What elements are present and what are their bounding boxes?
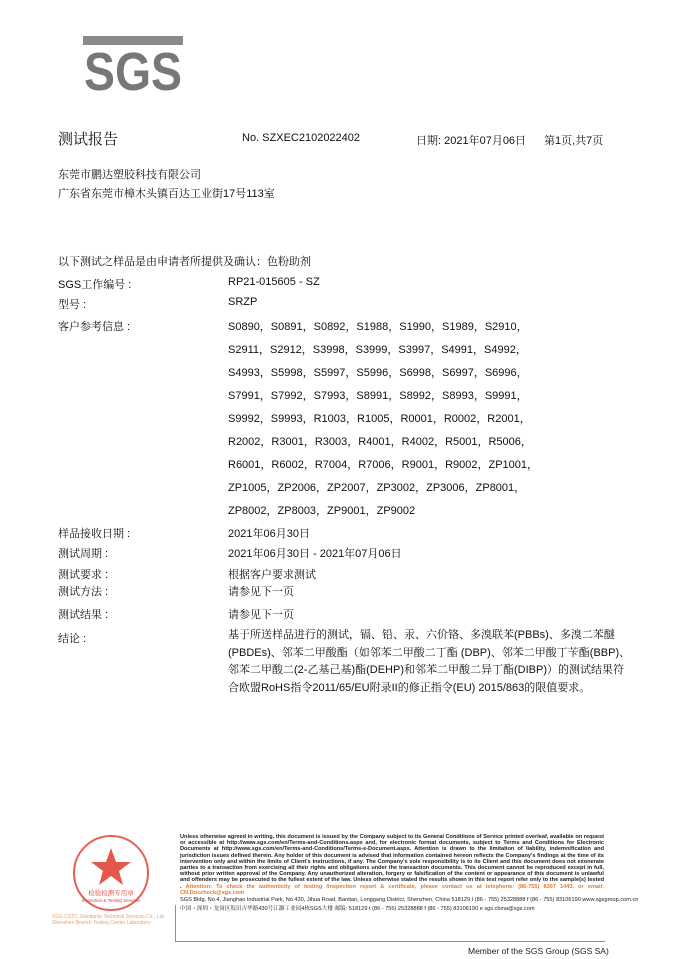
client-address: 广东省东莞市樟木头镇百达工业街17号113室 (58, 188, 275, 200)
field-label: 样品接收日期 : (58, 528, 131, 540)
report-title: 测试报告 (58, 131, 119, 148)
footer-divider (175, 905, 176, 941)
field-label: 测试方法 : (58, 586, 109, 598)
customer-ref-line: S0890，S0891，S0892，S1988，S1990，S1989，S2910， (228, 321, 528, 333)
field-label: 客户参考信息 : (58, 321, 131, 333)
client-name: 东莞市鹏达塑胶科技有限公司 (58, 169, 201, 181)
seal-branch-en: Shenzhen Branch Testing Center Laboratory (52, 920, 151, 926)
company-seal (55, 834, 167, 912)
conclusion-text: 基于所送样品进行的测试，镉、铅、汞、六价铬、多溴联苯(PBBs)、多溴二苯醚(PBDEs)、邻苯二甲酸酯（如邻苯二甲酸二丁酯 (DBP)、邻苯二甲酸丁苄酯(BBP)、邻苯二甲酸二(2-乙基己基)酯(DEHP)和邻苯二甲酸二异丁酯(DIBP)）的测试结果符合欧盟RoHS指令2011/65/EU附录II的修正指令(EU) 2015/863的限值要求。 (228, 629, 631, 694)
svg-text:检验检测专用章: 检验检测专用章 (88, 889, 134, 897)
sgs-logo (83, 36, 183, 102)
report-date: 日期: 2021年07月06日 (416, 135, 527, 147)
field-label: 测试周期 : (58, 548, 109, 560)
sample-received-date: 2021年06月30日 (228, 528, 310, 540)
field-label: 结论 : (58, 633, 87, 645)
test-requirement: 根据客户要求测试 (228, 569, 316, 581)
field-label: 测试结果 : (58, 609, 109, 621)
customer-ref-line: R2002，R3001，R3003，R4001，R4002，R5001，R5006， (228, 436, 532, 448)
intro-text: 以下测试之样品是由申请者所提供及确认：色粉助剂 (58, 256, 311, 268)
sgs-job-number: RP21-015605 - SZ (228, 276, 320, 288)
customer-ref-line: S2911，S2912，S3998，S3999，S3997，S4991，S4992， (228, 344, 527, 356)
test-method: 请参见下一页 (228, 586, 294, 598)
legal-disclaimer (180, 834, 604, 896)
footer-divider (175, 941, 605, 942)
address-en: SGS Bldg, No.4, Jianghao Industrial Park, No.430, Jihua Road, Bantian, Longgang District, Shenzhen, China 518129 t (86 - 755) 25328888 f (86 - 755) 83106190 www.sgsgroup.com.cn (180, 897, 639, 904)
seal-captions (52, 914, 170, 926)
field-label: 型号 : (58, 299, 87, 311)
field-label: 测试要求 : (58, 569, 109, 581)
authenticity-notice: Attention: To check the authenticity of testing /inspection report & certificate, please contact us at telephone: (86-755) 8307 1443, or email: CN.Doccheck@sgs.com (180, 883, 604, 896)
report-number: No. SZXEC2102022402 (242, 132, 361, 144)
test-result: 请参见下一页 (228, 609, 294, 621)
customer-ref-line: S7991，S7992，S7993，S8991，S8992，S8993，S9991， (228, 390, 528, 402)
field-label: SGS工作编号 : (58, 279, 132, 291)
svg-text:SGS: SGS (84, 42, 182, 102)
page-number: 第1页,共7页 (544, 135, 604, 147)
svg-text:Inspection & Testing Services: Inspection & Testing Services (81, 898, 141, 903)
seal-company-en: SGS-CSTC Standards Technical Services Co., Ltd. (52, 914, 166, 920)
member-text: Member of the SGS Group (SGS SA) (468, 946, 609, 956)
model: SRZP (228, 296, 258, 308)
customer-ref-line: S9992，S9993，R1003，R1005，R0001，R0002，R2001， (228, 413, 531, 425)
footer-text-column (180, 834, 639, 914)
legal-text: Unless otherwise agreed in writing, this document is issued by the Company subject to its General Conditions of Service printed overleaf, available on request or accessible at http://www.sgs.com/en/Terms-and-Conditions.aspx and, for electronic format documents, subject to Terms and Conditions for Electronic Documents at http://www.sgs.com/en/Terms-and-Conditions/Terms-e-Document.aspx. Attention is drawn to the limitation of liability, indemnification and jurisdiction issues defined therein. Any holder of this document is advised that information contained hereon reflects the Company's findings at the time of its intervention only and within the limits of Client's instructions, if any. The Company's sole responsibility is to its Client and this document does not exonerate parties to a transaction from exercising all their rights and obligations under the transaction documents. This document cannot be reproduced except in full, without prior written approval of the Company. Any unauthorized alteration, forgery or falsification of the content or appearance of this document is unlawful and offenders may be prosecuted to the fullest extent of the law. Unless otherwise stated the results shown in this test report refer only to the sample(s) tested . (180, 834, 604, 890)
test-period: 2021年06月30日 - 2021年07月06日 (228, 548, 402, 560)
customer-ref-line: ZP1005，ZP2006，ZP2007，ZP3002，ZP3006，ZP8001， (228, 482, 526, 494)
customer-ref-line: R6001，R6002，R7004，R7006，R9001，R9002，ZP1001， (228, 459, 539, 471)
customer-ref-line: ZP8002，ZP8003，ZP9001，ZP9002 (228, 505, 416, 517)
customer-ref-line: S4993，S5998，S5997，S5996，S6998，S6997，S6996， (228, 367, 528, 379)
address-cn: 中国・深圳・龙岗区坂田吉华路430号江灏工业园4栋SGS大楼 邮编: 518129 t (86 - 755) 25328888 f (86 - 755) 83106190 e sgs.china@sgs.com (180, 906, 535, 913)
